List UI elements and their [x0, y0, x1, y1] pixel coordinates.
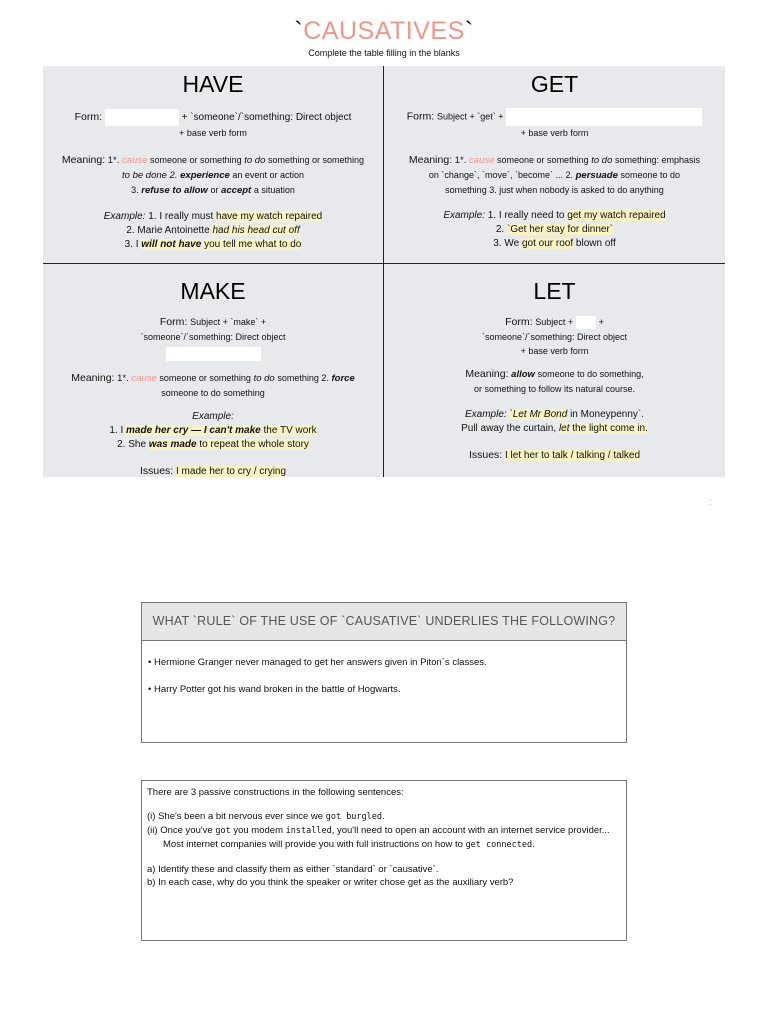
make-meaning-l1-end: something 2. [277, 372, 329, 383]
have-meaning [43, 153, 383, 168]
passive-sentence-2 [147, 824, 621, 852]
make-ex2-c: to repeat the whole story [199, 438, 309, 450]
let-meaning-line2: or something to follow its natural course. [473, 384, 636, 394]
let-ex1-c: in Moneypenny`. [570, 409, 644, 420]
make-meaning [43, 371, 383, 386]
let-example-2 [384, 422, 725, 436]
get-meaning-num: 1*. [454, 155, 467, 166]
have-meaning-l1-end: something or something [268, 155, 365, 165]
have-form [43, 109, 383, 126]
have-meaning-cause: cause [122, 155, 148, 166]
let-issues-label: Issues: [468, 449, 503, 461]
title-text: CAUSATIVES [303, 17, 465, 45]
get-meaning-label: Meaning: [408, 154, 453, 166]
make-form [43, 315, 383, 330]
let-ex2-a: Pull away the curtain, [461, 423, 557, 434]
let-issues [384, 448, 725, 463]
let-meaning [384, 367, 725, 382]
get-example-label: Example: [443, 210, 485, 221]
have-ex3-b: will not have [141, 239, 202, 250]
have-ex1-b: have my watch repaired [216, 211, 323, 222]
have-ex2-a: 2. Marie Antoinette [126, 225, 210, 236]
let-form-line3: + base verb form [520, 346, 589, 356]
get-form-text: Subject + `get` + [436, 111, 504, 122]
have-meaning-l3d: accept [221, 185, 252, 196]
let-meaning-allow: allow [511, 369, 535, 380]
make-ex2-b: was made [148, 438, 197, 450]
get-meaning-cause: cause [469, 155, 495, 166]
s2-d: installed [285, 826, 332, 836]
make-example-label: Example: [192, 410, 234, 422]
make-example-2 [43, 438, 383, 452]
get-form-label: Form: [406, 110, 435, 123]
let-meaning-label: Meaning: [465, 368, 509, 380]
s1-a: (i) She's been a bit nervous ever since we [147, 811, 324, 822]
make-ex1-b: made her cry — I [126, 424, 207, 436]
have-meaning-num: 1*. [107, 155, 120, 166]
have-ex1-a: 1. I really must [148, 211, 214, 222]
make-issues-label: Issues: [139, 464, 174, 477]
margin-mark: : [709, 497, 712, 507]
make-form-label: Form: [159, 316, 188, 328]
s2-a: (ii) Once you've [147, 825, 213, 836]
let-form-line2: `someone`/`something: Direct object [481, 332, 628, 342]
get-meaning-line3: something 3. just when nobody is asked to do anything [445, 185, 664, 195]
get-meaning-l1-end: something: emphasis [615, 155, 701, 165]
make-example-label-row [43, 410, 383, 424]
make-ex1-a: 1. I [109, 424, 124, 436]
have-example-label: Example: [103, 211, 146, 222]
make-meaning-force: force [331, 372, 355, 384]
have-meaning-line3 [43, 183, 383, 198]
s2-f: get connected [465, 840, 533, 850]
rule-question-heading: WHAT `RULE` OF THE USE OF `CAUSATIVE` UNDERLIES THE FOLLOWING? [142, 603, 626, 641]
passive-constructions-box [141, 780, 627, 941]
make-issues-text: I made her to cry / crying [176, 465, 287, 477]
let-form-label: Form: [505, 316, 533, 328]
get-meaning-line2 [384, 168, 725, 183]
have-meaning-l3e: a situation [253, 185, 295, 195]
get-ex3-b: got our roof [521, 238, 574, 249]
make-form-blank-row [43, 347, 383, 362]
get-ex2-b: `Get her stay for dinner` [506, 224, 614, 235]
make-meaning-num: 1*. [117, 372, 129, 384]
make-form-text: Subject + `make` + [190, 317, 267, 327]
make-ex1-d: the TV work [263, 424, 317, 436]
have-meaning-l2a: to be done 2. [122, 170, 178, 181]
make-meaning-todo: to do [253, 372, 275, 384]
let-ex2-b: let [558, 423, 570, 434]
get-ex1-b: get my watch repaired [567, 210, 666, 221]
cell-get [384, 70, 725, 251]
have-ex3-c: you tell me what to do [204, 239, 302, 250]
passive-task-a: a) Identify these and classify them as either `standard` or `causative`. [147, 864, 439, 875]
make-form-blank[interactable] [166, 347, 261, 361]
let-meaning-l1: someone to do something, [537, 369, 644, 379]
let-example-label: Example: [465, 409, 507, 420]
get-form-blank[interactable] [506, 108, 702, 126]
s1-b: got burgled [325, 812, 383, 822]
table-horizontal-divider [43, 263, 725, 264]
have-form-line2: + base verb form [179, 128, 247, 138]
let-example-1 [384, 408, 725, 422]
let-heading: LET [533, 278, 576, 304]
get-ex3-a: 3. We [493, 238, 520, 249]
page-subtitle: Complete the table filling in the blanks [308, 48, 460, 58]
let-issues-text: I let her to talk / talking / talked [504, 450, 641, 461]
have-meaning-line2 [43, 168, 383, 183]
have-example-2 [43, 224, 383, 238]
make-form-line2: `someone`/`something: Direct object [140, 332, 286, 342]
have-example-3 [43, 238, 383, 252]
have-meaning-label: Meaning: [61, 154, 106, 166]
have-meaning-l3a: 3. [131, 185, 139, 195]
make-issues [43, 464, 383, 479]
get-example-1 [384, 209, 725, 223]
make-meaning-l1: someone or something [159, 372, 251, 383]
get-ex3-c: blown off [575, 238, 616, 249]
s2-g: . [532, 839, 535, 850]
have-meaning-l2b: experience [180, 170, 230, 181]
let-ex1-b: `Let Mr Bond [509, 409, 568, 420]
get-ex1-a: 1. I really need to [487, 210, 565, 221]
make-meaning-label: Meaning: [71, 371, 115, 384]
have-meaning-l3c: or [210, 185, 219, 195]
have-ex3-a: 3. I [124, 239, 139, 250]
get-meaning-l2c: someone to do [620, 170, 681, 180]
have-heading: HAVE [182, 71, 244, 97]
make-meaning-line2: someone to do something [161, 387, 265, 398]
s1-c: . [382, 811, 385, 822]
page-title [0, 17, 768, 46]
get-form [384, 108, 725, 126]
have-ex2-b: had his head cut off [212, 225, 300, 236]
get-meaning [384, 153, 725, 168]
have-meaning-l2c: an event or action [232, 170, 304, 180]
cell-make [43, 277, 383, 479]
title-tick-left: ` [294, 17, 304, 45]
get-meaning-todo: to do [591, 155, 613, 166]
s2-c: you modem [233, 825, 283, 836]
s2-b: got [215, 826, 231, 836]
have-meaning-l3b: refuse to allow [141, 185, 208, 196]
get-heading: GET [530, 71, 579, 97]
passive-sentence-1 [147, 810, 621, 824]
have-meaning-l1: someone or something [150, 155, 242, 165]
make-ex1-c: can't make [209, 424, 261, 436]
have-form-label: Form: [74, 111, 103, 124]
s2-e: , you'll need to open an account with an internet service provider... Most internet companies will provide you with full instructions on how to [163, 825, 610, 850]
get-ex2-a: 2. [495, 224, 505, 235]
let-form-text: Subject + [535, 317, 574, 327]
rule-question-item: • Harry Potter got his wand broken in the battle of Hogwarts. [148, 684, 401, 695]
title-tick-right: ` [464, 17, 474, 45]
make-example-1 [43, 424, 383, 438]
passive-intro: There are 3 passive constructions in the following sentences: [147, 787, 404, 798]
have-example-1 [43, 210, 383, 224]
passive-task-b: b) In each case, why do you think the speaker or writer chose get as the auxiliary verb? [147, 877, 514, 888]
rule-question-item: • Hermione Granger never managed to get her answers given in Piton`s classes. [148, 657, 487, 668]
get-meaning-l2b: persuade [575, 170, 618, 181]
cell-have [43, 70, 383, 252]
have-form-blank[interactable] [105, 109, 179, 126]
get-example-3 [384, 237, 725, 251]
have-meaning-todo: to do [244, 155, 266, 166]
make-meaning-cause: cause [131, 372, 157, 384]
get-example-2 [384, 223, 725, 237]
get-meaning-l2a: on `change`, `move`, `become` ... 2. [428, 170, 573, 180]
let-form-blank[interactable] [576, 316, 596, 329]
let-form [384, 315, 725, 330]
rule-question-body [142, 641, 626, 697]
make-ex2-a: 2. She [117, 438, 147, 450]
get-meaning-l1: someone or something [497, 155, 589, 165]
get-form-line2: + base verb form [520, 128, 589, 138]
have-form-text: + `someone`/`something: Direct object [181, 112, 352, 124]
make-heading: MAKE [180, 278, 246, 304]
cell-let [384, 277, 725, 463]
rule-question-box [141, 602, 627, 743]
let-ex2-c: the light come in. [572, 423, 648, 434]
let-form-plus: + [598, 317, 604, 327]
